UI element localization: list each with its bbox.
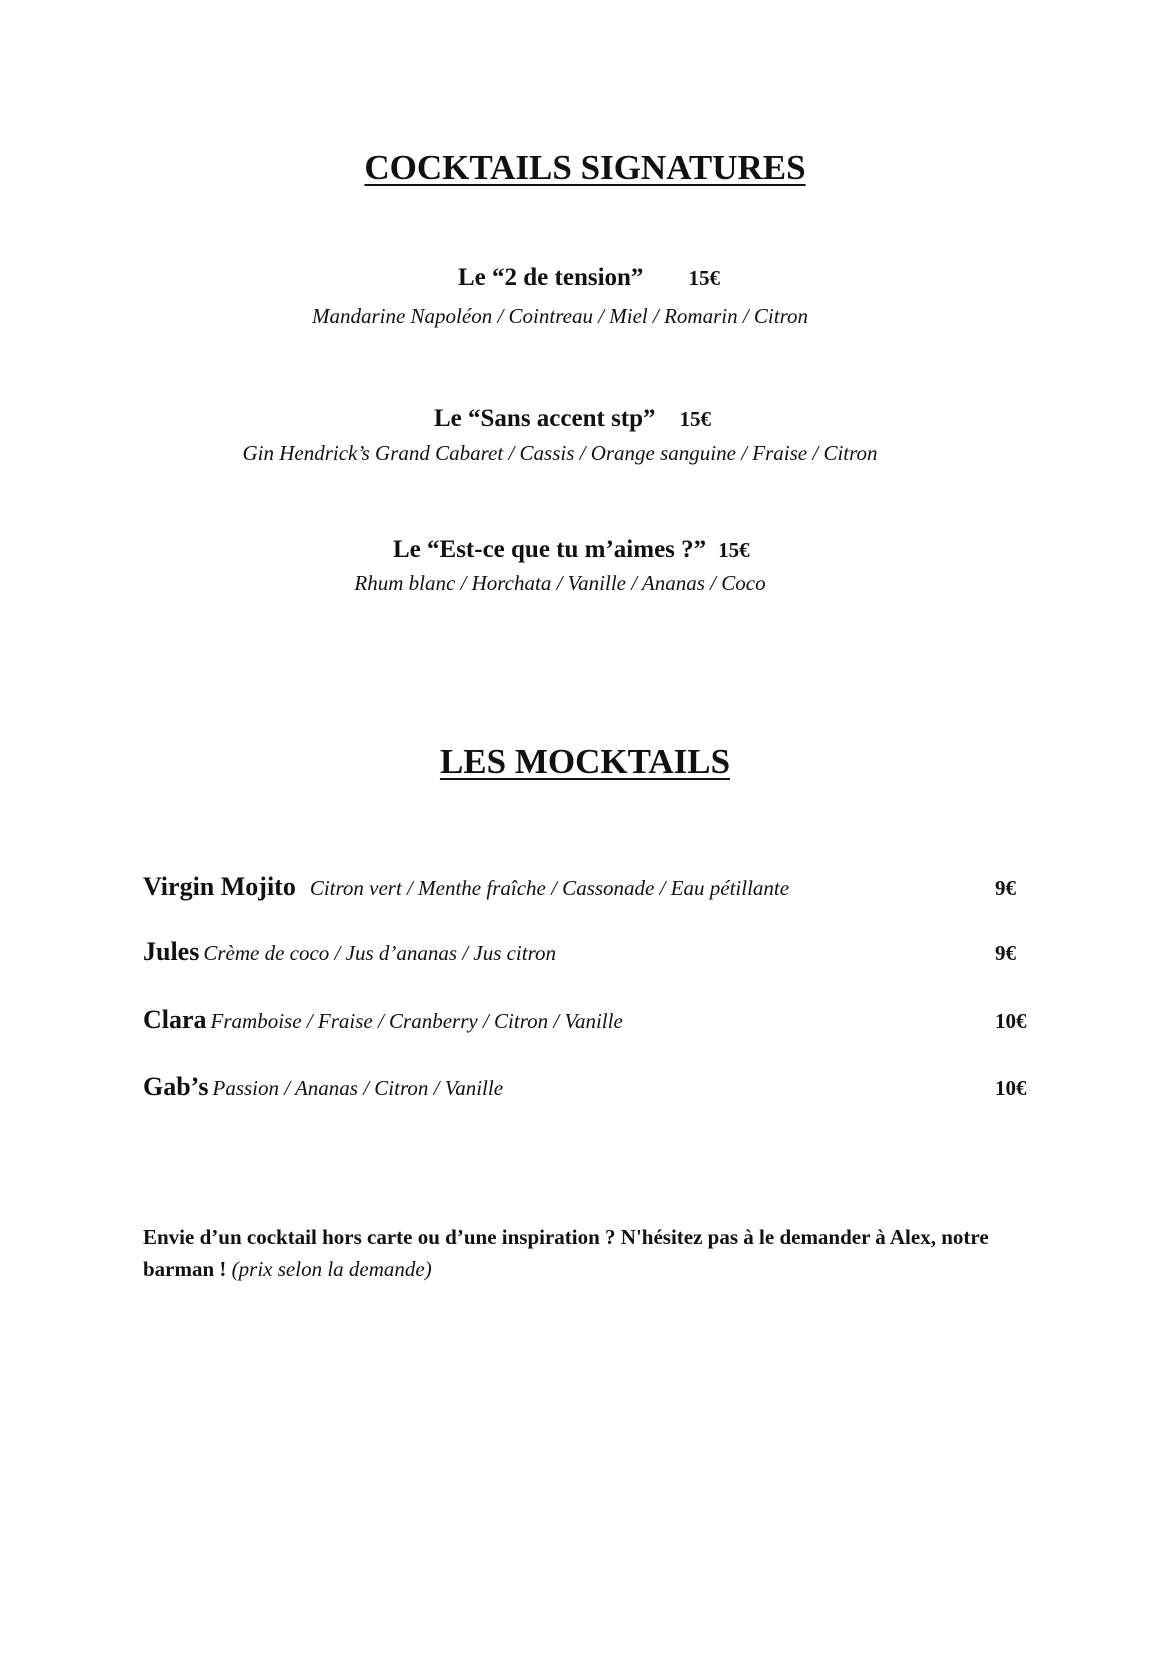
mocktail-ingredients: Crème de coco / Jus d’ananas / Jus citron [203, 941, 556, 965]
cocktails-section-title: COCKTAILS SIGNATURES [364, 148, 806, 187]
mocktail-ingredients: Passion / Ananas / Citron / Vanille [212, 1076, 504, 1100]
signature-cocktail-1 [458, 263, 720, 293]
mocktail-row [143, 1005, 1027, 1039]
cocktail-price: 15€ [688, 266, 720, 290]
mocktail-row [143, 872, 1023, 906]
cocktail-price: 15€ [679, 407, 712, 431]
cocktail-ingredients: Gin Hendrick’s Grand Cabaret / Cassis / Orange sanguine / Fraise / Citron [242, 441, 878, 465]
cocktail-name: Le “Sans accent stp” [434, 405, 656, 432]
mocktail-price: 10€ [995, 1009, 1027, 1033]
cocktail-price: 15€ [718, 538, 750, 562]
mocktail-price: 9€ [995, 941, 1016, 965]
mocktail-row [143, 1072, 1027, 1106]
mocktail-price: 10€ [995, 1076, 1027, 1100]
signature-cocktail-3 [393, 535, 750, 565]
footer-price-note: (prix selon la demande) [231, 1257, 432, 1281]
cocktail-ingredients: Mandarine Napoléon / Cointreau / Miel / Romarin / Citron [311, 304, 808, 328]
mocktails-section-title: LES MOCKTAILS [439, 742, 731, 781]
cocktail-ingredients: Rhum blanc / Horchata / Vanille / Ananas / Coco [354, 571, 766, 595]
footer-text: Envie d’un cocktail hors carte ou d’une inspiration ? N'hésitez pas à le demander à Alex, notre barman ! [143, 1225, 989, 1281]
mocktail-name: Clara [143, 1005, 207, 1034]
cocktail-name: Le “Est-ce que tu m’aimes ?” [393, 536, 707, 563]
signature-cocktail-2 [434, 404, 711, 434]
mocktail-name: Virgin Mojito [143, 872, 296, 901]
mocktail-ingredients: Citron vert / Menthe fraîche / Cassonade / Eau pétillante [309, 876, 790, 900]
mocktail-name: Gab’s [143, 1072, 209, 1101]
mocktail-name: Jules [143, 937, 200, 966]
footer-note [143, 1221, 1023, 1285]
mocktail-ingredients: Framboise / Fraise / Cranberry / Citron / Vanille [210, 1009, 623, 1033]
cocktail-name: Le “2 de tension” [458, 264, 644, 291]
mocktail-price: 9€ [995, 876, 1016, 900]
mocktail-row [143, 937, 1023, 971]
